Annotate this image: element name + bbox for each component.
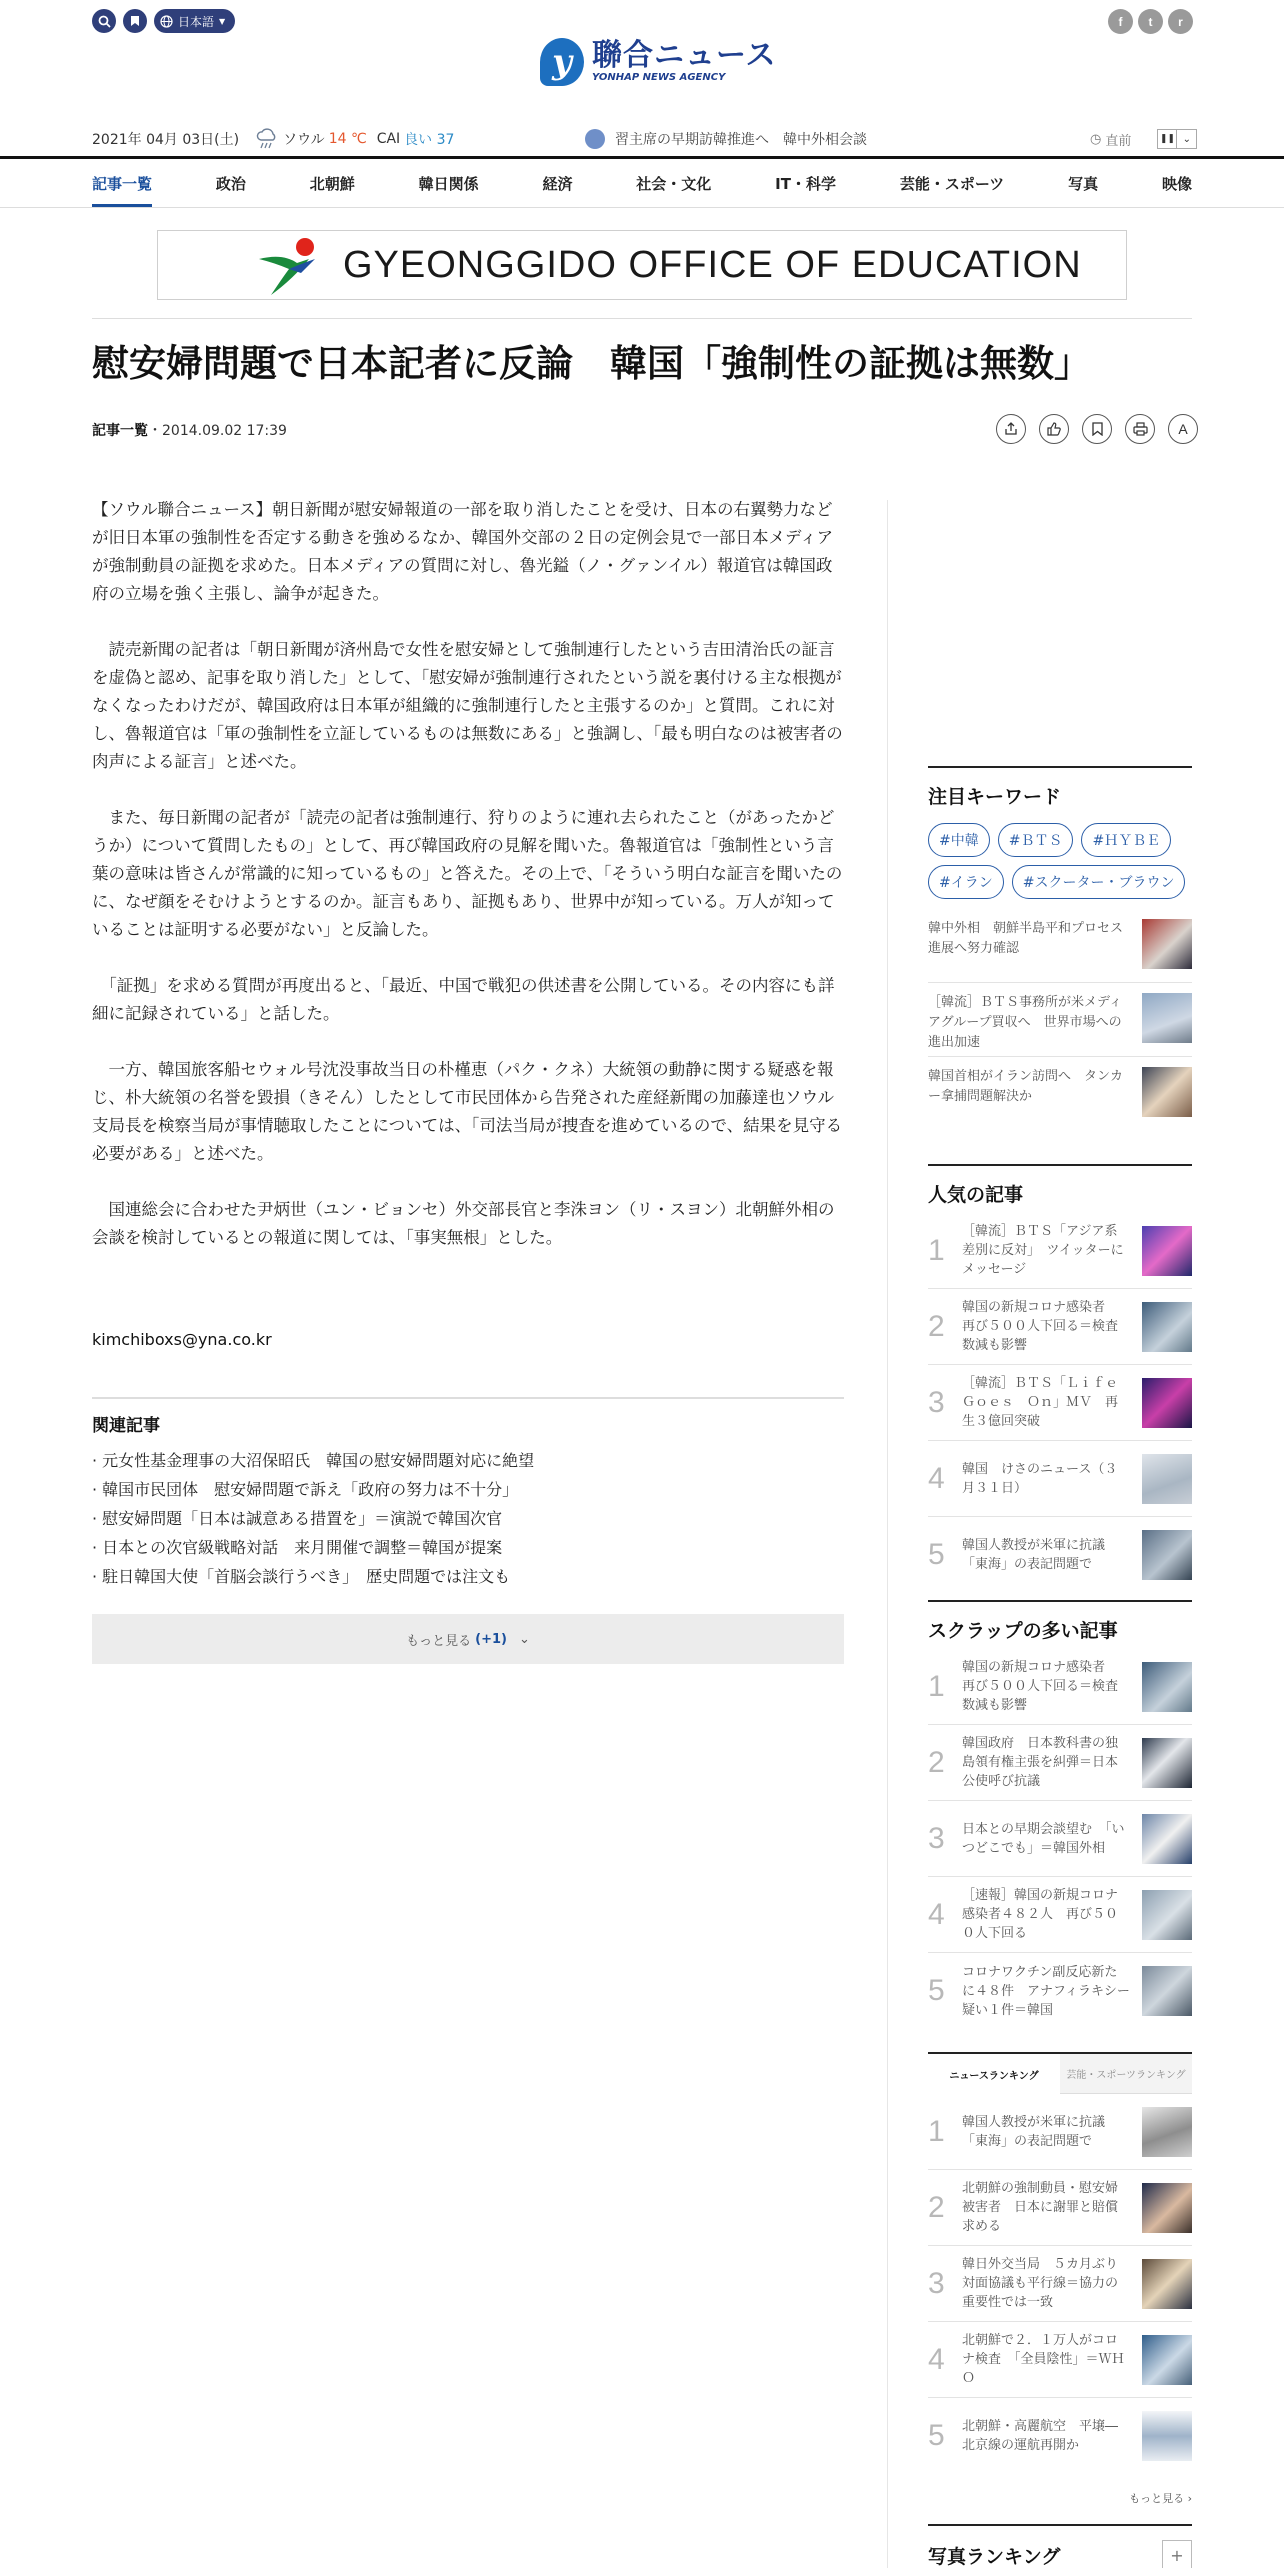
keyword-tag[interactable]: #スクーター・ブラウン [1012, 865, 1186, 899]
rank-item[interactable] [928, 2398, 1192, 2474]
nav-divider [0, 207, 1284, 208]
bookmark-icon [1092, 422, 1103, 436]
rank-number: 3 [928, 2266, 945, 2300]
rank-item[interactable] [928, 1213, 1192, 1289]
rank-item-title: 北朝鮮・高麗航空 平壌―北京線の運航再開か [962, 2419, 1119, 2453]
reporter-email: kimchiboxs@yna.co.kr [92, 1330, 272, 1349]
tab-news-ranking[interactable]: ニュースランキング [928, 2054, 1060, 2094]
article-paragraph: 【ソウル聯合ニュース】朝日新聞が慰安婦報道の一部を取り消したことを受け、日本の右翼勢力などが旧日本軍の強制性を否定する動きを強めるなか、韓国外交部の２日の定例会見で一部日本メディアが強制動員の証拠を求めた。日本メディアの質問に対し、魯光鎰（ノ・グァンイル）報道官は韓国政府の立場を強く主張し、論争が起きた。 [92, 500, 834, 603]
rank-item-title: 韓国 けさのニュース（３月３１日） [962, 1461, 1118, 1496]
banner-text: GYEONGGIDO OFFICE OF EDUCATION [343, 243, 1082, 286]
rank-item-title: 韓国人教授が米軍に抗議 「東海」の表記問題で [962, 1538, 1119, 1572]
chevron-down-button[interactable]: ⌄ [1177, 129, 1197, 149]
rank-item-title: ［速報］韓国の新規コロナ感染者４８２人 再び５００人下回る [962, 1888, 1119, 1941]
bookmark-icon [130, 15, 140, 27]
top-utility-bar [92, 9, 235, 33]
nav-item-society[interactable]: 社会・文化 [636, 174, 712, 193]
news-thumbnail [1142, 1226, 1192, 1276]
language-select[interactable] [154, 9, 235, 33]
weather-temp: 14 ℃ [328, 131, 367, 147]
rank-item[interactable] [928, 2094, 1192, 2170]
nav-item-economy[interactable]: 経済 [542, 174, 573, 193]
related-item[interactable]: · 日本との次官級戦略対話 来月開催で調整＝韓国が提案 [92, 1538, 503, 1557]
rank-number: 4 [928, 1897, 945, 1931]
rank-item[interactable] [928, 1953, 1192, 2029]
ticker-buttons [1157, 129, 1197, 149]
sns-links [1108, 9, 1193, 34]
article-paragraph: 「証拠」を求める質問が再度出ると、「最近、中国で戦犯の供述書を公開している。その内容にも詳細に記録されている」と話した。 [92, 976, 835, 1023]
news-thumbnail [1142, 1890, 1192, 1940]
current-date: 2021年 04月 03日(土) [92, 132, 240, 148]
rank-item-title: コロナワクチン副反応新たに４８件 アナフィラキシー疑い１件＝韓国 [962, 1964, 1130, 2018]
nav-item-it[interactable]: IT・科学 [775, 174, 836, 193]
news-thumbnail [1142, 1378, 1192, 1428]
rank-item-title: 北朝鮮で２．１万人がコロナ検査 「全員陰性」＝ＷＨＯ [962, 2333, 1125, 2386]
scrap-section [928, 1600, 1192, 2029]
keyword-news-list [928, 909, 1192, 1131]
cai-label: CAI [376, 131, 401, 147]
rank-item-title: 韓日外交当局 ５カ月ぶり対面協議も平行線＝協力の重要性では一致 [962, 2257, 1119, 2310]
rank-number: 2 [928, 1309, 945, 1343]
list-item[interactable] [928, 1057, 1192, 1131]
rank-number: 1 [928, 1233, 945, 1267]
chevron-right-icon: › [1187, 2492, 1192, 2505]
rank-item-title: 韓国の新規コロナ感染者 再び５００人下回る＝検査数減も影響 [962, 1300, 1119, 1353]
rank-item-title: 日本との早期会談望む 「いつどこでも」＝韓国外相 [962, 1821, 1125, 1856]
search-button[interactable] [92, 9, 116, 33]
keywords-section [928, 766, 1192, 1131]
news-thumbnail [1142, 2259, 1192, 2309]
share-icon [1004, 422, 1018, 436]
article-paragraph: 読売新聞の記者は「朝日新聞が済州島で女性を慰安婦として強制連行したという吉田清治氏の証言を虚偽と認め、記事を取り消した」として、「慰安婦が強制連行されたという説を裏付ける主な根拠がなくなったわけだが、韓国政府は日本軍が組織的に強制連行したと主張するのか」と質問。これに対し、魯報道官は「軍の強制性を立証しているものは無数にある」と強調し、「最も明白なのは被害者の肉声による証言」と述べた。 [92, 640, 843, 771]
caret-down-icon: ▼ [219, 16, 226, 26]
rss-icon[interactable]: r [1168, 9, 1193, 34]
rank-item[interactable] [928, 1725, 1192, 1801]
rank-number: 4 [928, 1461, 945, 1495]
news-thumbnail [1142, 1814, 1192, 1864]
nav-item-entertainment[interactable]: 芸能・スポーツ [899, 174, 1005, 193]
banner-ad[interactable] [157, 230, 1127, 300]
twitter-icon[interactable]: t [1138, 9, 1163, 34]
nav-item-politics[interactable]: 政治 [215, 174, 246, 193]
printer-icon [1133, 422, 1148, 436]
site-logo[interactable] [540, 38, 777, 86]
rank-item[interactable] [928, 2246, 1192, 2322]
rank-item[interactable] [928, 1365, 1192, 1441]
related-divider [92, 1397, 844, 1399]
font-size-button[interactable]: A [1168, 414, 1198, 444]
list-item[interactable] [928, 909, 1192, 983]
scrap-button[interactable] [1082, 414, 1112, 444]
rank-item[interactable] [928, 1877, 1192, 1953]
sidebar-divider [887, 500, 888, 2568]
news-thumbnail [1142, 993, 1192, 1043]
rank-item[interactable] [928, 2322, 1192, 2398]
news-thumbnail [1142, 1966, 1192, 2016]
popular-title: 人気の記事 [928, 1164, 1192, 1207]
news-thumbnail [1142, 2411, 1192, 2461]
popular-list [928, 1213, 1192, 1593]
rank-item-title: ［韓流］ＢＴＳ「アジア系差別に反対」 ツイッターにメッセージ [962, 1224, 1124, 1277]
keyword-tag[interactable]: #ＢＴＳ [998, 823, 1074, 857]
ranking-list [928, 2094, 1192, 2474]
ranking-more-link[interactable] [928, 2490, 1192, 2506]
plus-icon[interactable]: + [1162, 2540, 1192, 2568]
ranking-section [928, 2052, 1192, 2506]
cai-value: 良い 37 [404, 132, 455, 148]
keyword-list [928, 823, 1192, 899]
keywords-title: 注目キーワード [928, 766, 1192, 809]
article-paragraph: また、毎日新聞の記者が「読売の記者は強制連行、狩りのように連れ去られたこと（があったかどうか）について質問したもの」として、再び韓国政府の見解を聞いた。魯報道官は「強制性という言葉の意味は皆さんが常識的に知っているもの」と答えた。その上で、「そういう明白な証言を聞いたのに、なぜ顔をそむけようとするのか。証言もあり、証拠もあり、世界中が知っている。万人が知っていることは証明する必要がない」と反論した。 [92, 808, 843, 939]
article-tools [996, 414, 1198, 444]
news-thumbnail [1142, 2107, 1192, 2157]
photo-ranking-header [928, 2524, 1192, 2568]
article-headline: 慰安婦問題で日本記者に反論 韓国「強制性の証拠は無数」 [92, 342, 1091, 385]
related-list [92, 1446, 844, 1591]
search-icon [98, 15, 111, 28]
rank-item-title: 韓国人教授が米軍に抗議 「東海」の表記問題で [962, 2114, 1119, 2149]
rank-number: 1 [928, 2114, 945, 2148]
date-weather [92, 128, 454, 150]
list-item-title: 韓中外相 朝鮮半島平和プロセス進展へ努力確認 [928, 921, 1124, 956]
latest-controls [1090, 129, 1197, 149]
scrap-title: スクラップの多い記事 [928, 1600, 1192, 1643]
rank-number: 1 [928, 1669, 945, 1703]
tab-entertainment-ranking[interactable]: 芸能・スポーツランキング [1060, 2054, 1192, 2094]
rank-number: 3 [928, 1821, 945, 1855]
news-thumbnail [1142, 1738, 1192, 1788]
rank-item-title: 北朝鮮の強制動員・慰安婦被害者 日本に謝罪と賠償求める [962, 2181, 1119, 2234]
list-item[interactable] [928, 983, 1192, 1057]
related-item[interactable]: · 韓国市民団体 慰安婦問題で訴え「政府の努力は不十分」 [92, 1480, 519, 1499]
rank-number: 3 [928, 1385, 945, 1419]
weather-city: ソウル [283, 132, 325, 148]
logo-jp: 聯合ニュース [592, 38, 777, 73]
article-byline [92, 420, 287, 440]
rain-cloud-icon [255, 128, 279, 150]
logo-text [592, 40, 777, 84]
rank-item[interactable] [928, 1649, 1192, 1725]
nav-item-korea-japan[interactable]: 韓日関係 [418, 174, 479, 193]
article-paragraph: 一方、韓国旅客船セウォル号沈没事故当日の朴槿恵（パク・クネ）大統領の動静に関する疑惑を報じ、朴大統領の名誉を毀損（きそん）したとして市民団体から告発された産経新聞の加藤達也ソウル支局長を検察当局が事情聴取したことについては、「司法当局が捜査を進めているので、結果を見守る必要がある」と述べた。 [92, 1060, 843, 1163]
photo-ranking-title: 写真ランキング [928, 2545, 1061, 2568]
rank-item-title: 韓国の新規コロナ感染者 再び５００人下回る＝検査数減も影響 [962, 1660, 1119, 1713]
nav-item-all[interactable]: 記事一覧 [92, 173, 152, 207]
rank-item[interactable] [928, 2170, 1192, 2246]
news-thumbnail [1142, 2335, 1192, 2385]
news-thumbnail [1142, 919, 1192, 969]
thumbs-up-icon [1047, 422, 1061, 436]
weather [255, 128, 454, 150]
news-thumbnail [1142, 2183, 1192, 2233]
rank-item[interactable] [928, 1441, 1192, 1517]
yonhap-logo-icon: y [540, 38, 584, 86]
rank-number: 5 [928, 1538, 945, 1571]
news-thumbnail [1142, 1662, 1192, 1712]
ticker-text: 習主席の早期訪韓推進へ 韓中外相会談 [615, 132, 867, 148]
more-count: (+1) [475, 1631, 507, 1647]
related-item[interactable]: · 元女性基金理事の大沼保昭氏 韓国の慰安婦問題対応に絶望 [92, 1451, 535, 1470]
article-category[interactable]: 記事一覧 [92, 423, 148, 439]
like-button[interactable] [1039, 414, 1069, 444]
article-date: ・2014.09.02 17:39 [148, 423, 287, 439]
article-paragraph: 国連総会に合わせた尹炳世（ユン・ビョンセ）外交部長官と李洙ヨン（リ・スヨン）北朝鮮外相の会談を検討しているとの報道に関しては、「事実無根」とした。 [92, 1200, 835, 1247]
rank-item[interactable] [928, 1289, 1192, 1365]
news-thumbnail [1142, 1067, 1192, 1117]
chevron-down-icon: ⌄ [518, 1631, 530, 1647]
news-thumbnail [1142, 1302, 1192, 1352]
rank-number: 5 [928, 1974, 945, 2007]
popular-section [928, 1164, 1192, 1593]
keyword-tag[interactable]: #中韓 [928, 823, 990, 857]
related-title: 関連記事 [92, 1416, 160, 1436]
news-thumbnail [1142, 1454, 1192, 1504]
rank-item[interactable] [928, 1517, 1192, 1593]
language-label: 日本語 [178, 14, 215, 29]
photo-ranking-section [928, 2524, 1192, 2568]
news-ticker[interactable] [585, 129, 867, 149]
pause-button[interactable]: ❚❚ [1157, 129, 1177, 149]
related-item[interactable]: · 慰安婦問題「日本は誠意ある措置を」＝演説で韓国次官 [92, 1509, 503, 1528]
more-label: もっと見る [406, 1633, 472, 1649]
news-thumbnail [1142, 1530, 1192, 1580]
list-item-title: ［韓流］ＢＴＳ事務所が米メディアグループ買収へ 世界市場への進出加速 [928, 995, 1122, 1050]
rank-item[interactable] [928, 1801, 1192, 1877]
rank-number: 4 [928, 2342, 945, 2376]
ticker-icon [585, 129, 605, 149]
education-office-logo-icon [253, 233, 333, 297]
related-item[interactable]: · 駐日韓国大使「首脳会談行うべき」 歴史問題では注文も [92, 1567, 511, 1586]
globe-icon [160, 15, 173, 28]
article-body [92, 496, 844, 1280]
logo-en: YONHAP NEWS AGENCY [592, 72, 726, 83]
keyword-tag[interactable]: #イラン [928, 865, 1004, 899]
share-button[interactable] [996, 414, 1026, 444]
clock-icon: ◷ [1090, 131, 1102, 147]
keyword-tag[interactable]: #ＨＹＢＥ [1081, 823, 1171, 857]
banner-divider [92, 318, 1192, 319]
rank-item-title: 韓国政府 日本教科書の独島領有権主張を糾弾＝日本公使呼び抗議 [962, 1736, 1119, 1789]
nav-item-north-korea[interactable]: 北朝鮮 [309, 174, 355, 193]
ranking-tabs [928, 2052, 1192, 2094]
list-item-title: 韓国首相がイラン訪問へ タンカー拿捕問題解決か [928, 1069, 1124, 1104]
main-nav [92, 158, 1192, 208]
rank-number: 2 [928, 2190, 945, 2224]
latest-label: 直前 [1105, 133, 1132, 149]
facebook-icon[interactable]: f [1108, 9, 1133, 34]
ranking-more-label: もっと見る [1129, 2492, 1185, 2505]
rank-number: 2 [928, 1745, 945, 1779]
related-more-button[interactable] [92, 1614, 844, 1664]
nav-item-photo[interactable]: 写真 [1068, 174, 1099, 193]
rank-item-title: ［韓流］ＢＴＳ「Ｌｉｆｅ Ｇｏｅｓ Ｏｎ」ＭＶ 再生３億回突破 [962, 1376, 1132, 1429]
bookmark-button[interactable] [123, 9, 147, 33]
rank-number: 5 [928, 2419, 945, 2452]
print-button[interactable] [1125, 414, 1155, 444]
scrap-list [928, 1649, 1192, 2029]
nav-item-video[interactable]: 映像 [1161, 174, 1192, 193]
